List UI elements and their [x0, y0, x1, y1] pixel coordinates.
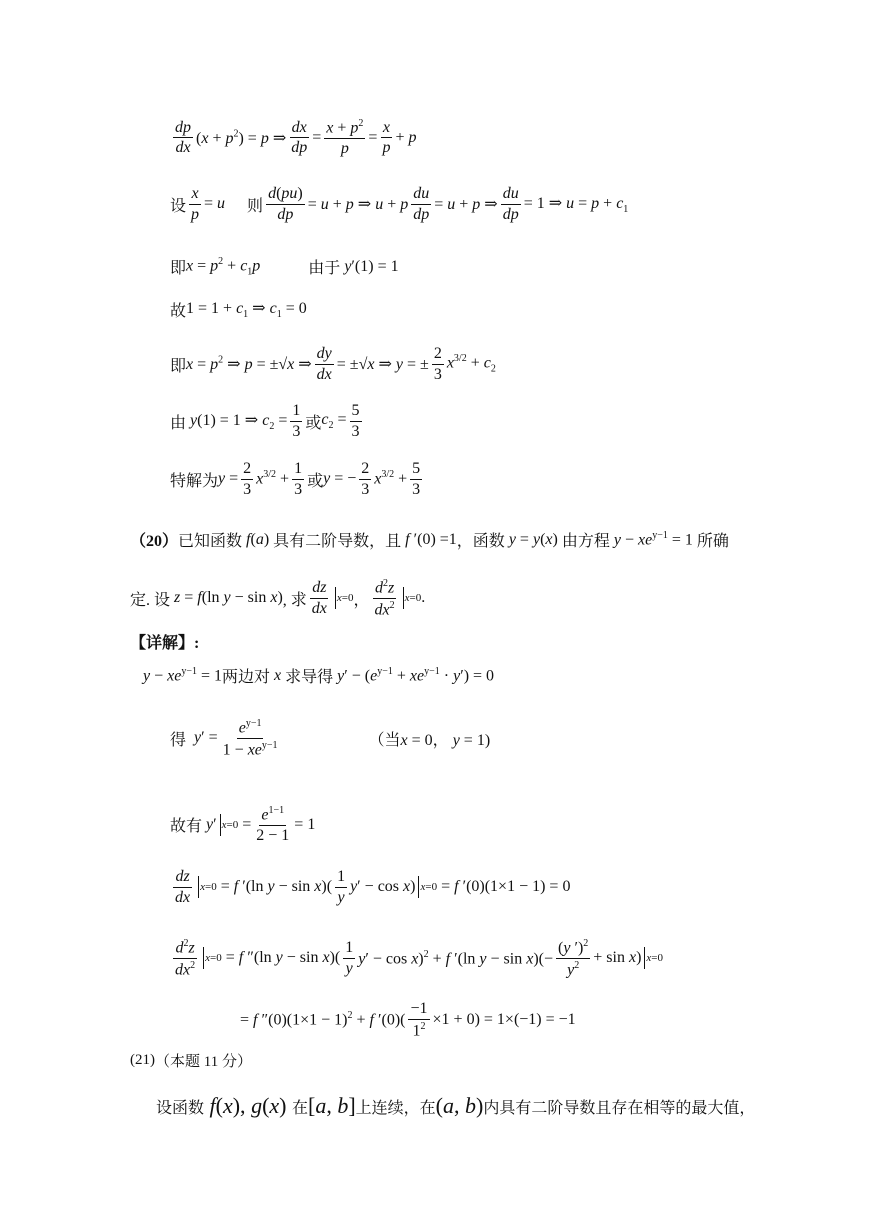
eq-line-6: 由 y(1) = 1 ⇒ $c_2$ = $\frac{1}{3}$ 或 $c_2$ = $\frac{5}{3}$ [170, 402, 360, 440]
label-ze: 则 [247, 197, 264, 215]
sol-line-4: $\frac{dz}{dx}$ x=0 = f ′(ln y − sin x)( $\frac{1}{y}$ y′ − cos x) x=0 = f ′(0)(1×1 − 1) = 0 [175, 868, 571, 906]
q21-label: (21) [130, 1052, 155, 1068]
label-huo-2: 或 [307, 472, 324, 490]
q21-score: （本题 11 分） [155, 1054, 252, 1070]
label-dang: （当 [368, 731, 401, 749]
q20-label: （20） [130, 533, 179, 550]
q20-text-4: 由方程 [561, 533, 610, 550]
q20-text-2: 具有二阶导数，且 [273, 533, 402, 550]
q20-text-7: , 求 [282, 591, 307, 609]
label-guyou: 故有 [170, 818, 203, 836]
q20-line-2: 定. 设 z = f(ln y − sin x) , 求 $\frac{dz}{dx}$ x=0 ， $\frac{d^2z}{dx^2}$ x=0 . [130, 578, 426, 619]
q21-text-1: 设函数 [156, 1099, 205, 1117]
sol-line-2: 得 y′ = $\frac{e^{y-1}}{1 - xe^{y-1}}$ （当 x = 0， y = 1) [170, 718, 491, 759]
sol-text-1: 两边对 [222, 669, 271, 686]
q21-header [130, 1050, 252, 1071]
q20-text-3: ，函数 [456, 533, 505, 550]
eq-line-7: 特解为 y = $\frac{2}{3}$ $x^{3/2}$ + $\frac{1}{3}$ 或 y = − $\frac{2}{3}$ $x^{3/2}$ + $\frac{5}{3}$ [170, 460, 421, 498]
eq-line-2: 设 $\frac{x}{p}$ = u 则 $\frac{d(pu)}{dp}$ = u + p ⇒ u + p $\frac{du}{dp}$ = u + p ⇒ $\frac{du}{dp}$ = 1 ⇒ $u = p + c_1$ [170, 185, 629, 223]
label-you: 由 [170, 414, 187, 432]
comma: ， [353, 591, 370, 609]
label-tejiewei: 特解为 [170, 472, 219, 490]
q21-text-2: 在 [291, 1099, 308, 1117]
label-huo: 或 [305, 414, 322, 432]
sol-line-5: $\frac{d^2z}{dx^2}$ x=0 = f ″(ln y − sin x)( $\frac{1}{y}$ y′ − cos x)$^2$ + f ′(ln y − sin x)(− $\frac{(y ')^2}{y^2}$ + sin x) x=0 [175, 938, 664, 979]
eq-line-5: 即 $x = p^2$ ⇒ p = ±√x ⇒ $\frac{dy}{dx}$ = ±√x ⇒ y = ± $\frac{2}{3}$ $x^{3/2} + c_2$ [170, 345, 496, 383]
eq-line-3: 即 $x = p^2 + c_1p$ 由于 y′(1) = 1 [170, 255, 399, 278]
eq-line-1: $\frac{dp}{dx}$ $(x + p^2) = p$ ⇒ $\frac{dx}{dp}$ = $\frac{x + p^2}{p}$ = $\frac{x}{p}$ + p [175, 118, 417, 157]
period: . [421, 589, 426, 607]
sol-line-6: = f $''(0)(1\times 1 - 1)^2 + f$ ′(0)( $\frac{-1}{1^2}$ ×1 + 0) = 1×(−1) = −1 [240, 1000, 576, 1039]
q21-line-1: 设函数 f(x), g(x) 在 [a, b] 上连续，在 (a, b) 内具有二阶导数且存在相等的最大值， [156, 1093, 756, 1118]
label-ji-2: 即 [170, 357, 187, 375]
q20-line-1: （20） 已知函数 f(a) 具有二阶导数，且 f ′(0) =1 ，函数 y = y(x) 由方程 $y - xe^{y-1} = 1$ 所确 [130, 529, 729, 550]
label-she: 设 [170, 197, 187, 215]
sol-line-1: $y - xe^{y-1} = 1$ 两边对 x 求导得 $y' - (e^{y-1} + xe^{y-1} \cdot y') = 0$ [143, 665, 495, 686]
q21-text-4: 内具有二阶导数且存在相等的最大值， [483, 1099, 756, 1117]
label-ji: 即 [170, 260, 187, 277]
q21-text-3: 上连续，在 [355, 1099, 436, 1117]
solution-heading: 【详解】: [130, 635, 200, 652]
label-gu: 故 [170, 303, 187, 320]
sol-line-3: 故有 y′ x=0 = $\frac{e^{1-1}}{2 - 1}$ = 1 [170, 805, 316, 844]
label-de: 得 [170, 731, 187, 749]
q20-text-1: 已知函数 [178, 533, 243, 550]
q20-text-5: 所确 [696, 533, 729, 550]
eq-line-4: 故 $1 = 1 + c_1$ ⇒ $c_1 = 0$ [170, 298, 307, 321]
q20-text-6: 定. 设 [130, 591, 171, 609]
label-youyu: 由于 [308, 260, 341, 277]
sol-text-2: 求导得 [285, 669, 334, 686]
